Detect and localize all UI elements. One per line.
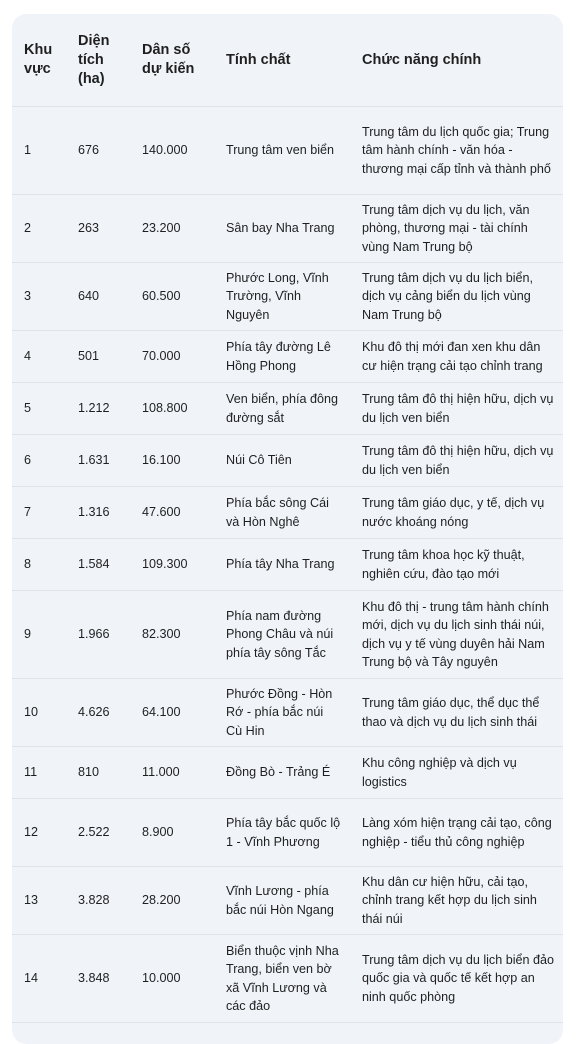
table-row: [12, 747, 563, 799]
cell-dan-so: 70.000: [130, 331, 212, 383]
cell-chuc-nang: Khu đô thị mới đan xen khu dân cư hiện trạng cải tạo chỉnh trang: [348, 331, 563, 383]
cell-chuc-nang: Trung tâm dịch vụ du lịch, văn phòng, thương mại - tài chính vùng Nam Trung bộ: [348, 195, 563, 263]
cell-chuc-nang: Trung tâm du lịch quốc gia; Trung tâm hành chính - văn hóa - thương mại cấp tỉnh và thành phố: [348, 107, 563, 195]
header-tinh-chat: Tính chất: [212, 14, 348, 107]
zoning-table: [12, 14, 563, 1023]
cell-khu-vuc: 13: [12, 867, 66, 935]
cell-chuc-nang: Trung tâm đô thị hiện hữu, dịch vụ du lịch ven biển: [348, 383, 563, 435]
cell-khu-vuc: 2: [12, 195, 66, 263]
cell-khu-vuc: 5: [12, 383, 66, 435]
cell-tinh-chat: Ven biển, phía đông đường sắt: [212, 383, 348, 435]
cell-dan-so: 64.100: [130, 679, 212, 747]
header-khu-vuc: Khu vực: [12, 14, 66, 107]
header-dien-tich: Diện tích (ha): [66, 14, 130, 107]
cell-dien-tich: 1.316: [66, 487, 130, 539]
cell-dien-tich: 2.522: [66, 799, 130, 867]
table-row: [12, 331, 563, 383]
cell-chuc-nang: Trung tâm dịch vụ du lịch biển đảo quốc gia và quốc tế kết hợp an ninh quốc phòng: [348, 935, 563, 1023]
cell-dien-tich: 4.626: [66, 679, 130, 747]
cell-tinh-chat: Sân bay Nha Trang: [212, 195, 348, 263]
header-chuc-nang: Chức năng chính: [348, 14, 563, 107]
cell-dan-so: 11.000: [130, 747, 212, 799]
table-body: [12, 107, 563, 1023]
cell-tinh-chat: Phía nam đường Phong Châu và núi phía tây sông Tắc: [212, 591, 348, 679]
cell-dien-tich: 1.212: [66, 383, 130, 435]
cell-dan-so: 16.100: [130, 435, 212, 487]
cell-khu-vuc: 1: [12, 107, 66, 195]
cell-dien-tich: 640: [66, 263, 130, 331]
cell-khu-vuc: 6: [12, 435, 66, 487]
cell-tinh-chat: Phước Long, Vĩnh Trường, Vĩnh Nguyên: [212, 263, 348, 331]
cell-chuc-nang: Trung tâm khoa học kỹ thuật, nghiên cứu, đào tạo mới: [348, 539, 563, 591]
table-row: [12, 799, 563, 867]
cell-tinh-chat: Phía tây đường Lê Hồng Phong: [212, 331, 348, 383]
cell-tinh-chat: Đồng Bò - Trảng É: [212, 747, 348, 799]
table-row: [12, 107, 563, 195]
cell-khu-vuc: 14: [12, 935, 66, 1023]
cell-tinh-chat: Trung tâm ven biển: [212, 107, 348, 195]
cell-chuc-nang: Khu đô thị - trung tâm hành chính mới, dịch vụ du lịch sinh thái núi, dịch vụ y tế vùng duyên hải Nam Trung bộ và Tây nguyên: [348, 591, 563, 679]
cell-tinh-chat: Phước Đồng - Hòn Rớ - phía bắc núi Cù Hin: [212, 679, 348, 747]
table-row: [12, 679, 563, 747]
cell-khu-vuc: 12: [12, 799, 66, 867]
cell-dan-so: 10.000: [130, 935, 212, 1023]
cell-dan-so: 109.300: [130, 539, 212, 591]
cell-tinh-chat: Vĩnh Lương - phía bắc núi Hòn Ngang: [212, 867, 348, 935]
cell-khu-vuc: 8: [12, 539, 66, 591]
cell-tinh-chat: Phía bắc sông Cái và Hòn Nghê: [212, 487, 348, 539]
cell-chuc-nang: Trung tâm đô thị hiện hữu, dịch vụ du lịch ven biển: [348, 435, 563, 487]
header-dan-so: Dân số dự kiến: [130, 14, 212, 107]
cell-tinh-chat: Núi Cô Tiên: [212, 435, 348, 487]
cell-dien-tich: 3.828: [66, 867, 130, 935]
cell-dan-so: 8.900: [130, 799, 212, 867]
cell-chuc-nang: Khu dân cư hiện hữu, cải tạo, chỉnh trang kết hợp du lịch sinh thái núi: [348, 867, 563, 935]
table-row: [12, 867, 563, 935]
cell-dan-so: 23.200: [130, 195, 212, 263]
cell-dien-tich: 3.848: [66, 935, 130, 1023]
table-row: [12, 263, 563, 331]
cell-dan-so: 140.000: [130, 107, 212, 195]
cell-chuc-nang: Khu công nghiệp và dịch vụ logistics: [348, 747, 563, 799]
table-row: [12, 539, 563, 591]
cell-dien-tich: 676: [66, 107, 130, 195]
cell-dien-tich: 810: [66, 747, 130, 799]
table-row: [12, 591, 563, 679]
cell-khu-vuc: 11: [12, 747, 66, 799]
table-header-row: [12, 14, 563, 107]
table-row: [12, 487, 563, 539]
cell-dien-tich: 1.631: [66, 435, 130, 487]
table-row: [12, 935, 563, 1023]
cell-chuc-nang: Trung tâm giáo dục, thể dục thể thao và dịch vụ du lịch sinh thái: [348, 679, 563, 747]
cell-chuc-nang: Làng xóm hiện trạng cải tạo, công nghiệp - tiểu thủ công nghiệp: [348, 799, 563, 867]
cell-khu-vuc: 10: [12, 679, 66, 747]
zoning-table-card: [12, 14, 563, 1044]
cell-dan-so: 47.600: [130, 487, 212, 539]
table-row: [12, 195, 563, 263]
cell-dan-so: 82.300: [130, 591, 212, 679]
cell-chuc-nang: Trung tâm giáo dục, y tế, dịch vụ nước khoáng nóng: [348, 487, 563, 539]
cell-dan-so: 108.800: [130, 383, 212, 435]
cell-khu-vuc: 7: [12, 487, 66, 539]
cell-khu-vuc: 4: [12, 331, 66, 383]
table-row: [12, 383, 563, 435]
cell-chuc-nang: Trung tâm dịch vụ du lịch biển, dịch vụ cảng biển du lịch vùng Nam Trung bộ: [348, 263, 563, 331]
cell-khu-vuc: 9: [12, 591, 66, 679]
cell-dien-tich: 1.966: [66, 591, 130, 679]
table-row: [12, 435, 563, 487]
cell-khu-vuc: 3: [12, 263, 66, 331]
cell-tinh-chat: Phía tây bắc quốc lộ 1 - Vĩnh Phương: [212, 799, 348, 867]
cell-dan-so: 28.200: [130, 867, 212, 935]
cell-tinh-chat: Biển thuộc vịnh Nha Trang, biển ven bờ xã Vĩnh Lương và các đảo: [212, 935, 348, 1023]
cell-dien-tich: 263: [66, 195, 130, 263]
cell-dien-tich: 501: [66, 331, 130, 383]
cell-dan-so: 60.500: [130, 263, 212, 331]
cell-dien-tich: 1.584: [66, 539, 130, 591]
cell-tinh-chat: Phía tây Nha Trang: [212, 539, 348, 591]
